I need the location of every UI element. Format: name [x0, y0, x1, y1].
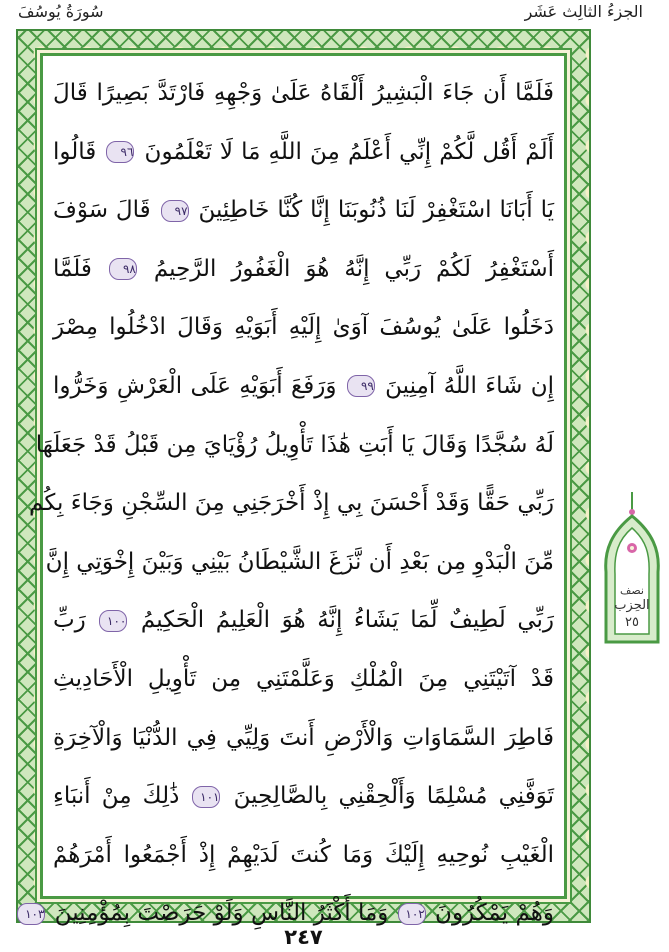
hizb-label-half: نصف — [620, 584, 644, 597]
text-line-6: إِن شَاءَ اللَّهُ آمِنِينَ ٩٩ وَرَفَعَ أَبَوَيْهِ عَلَى الْعَرْشِ وَخَرُّوا — [53, 372, 554, 399]
juz-title: الجزءُ الثالِث عَشَر — [524, 2, 643, 21]
text-line-8: رَبِّي حَقًّا وَقَدْ أَحْسَنَ بِي إِذْ أَخْرَجَنِي مِنَ السِّجْنِ وَجَاءَ بِكُم — [29, 490, 554, 517]
page-number: ٢٤٧ — [284, 925, 323, 949]
ayah-marker-101: ١٠١ — [192, 786, 220, 808]
hizb-marker — [600, 492, 664, 654]
ayah-marker-100: ١٠٠ — [99, 610, 127, 632]
text-line-4: أَسْتَغْفِرُ لَكُمْ رَبِّي إِنَّهُ هُوَ الْغَفُورُ الرَّحِيمُ ٩٨ فَلَمَّا — [53, 255, 555, 282]
text-line-3: يَا أَبَانَا اسْتَغْفِرْ لَنَا ذُنُوبَنَا إِنَّا كُنَّا خَاطِئِينَ ٩٧ قَالَ سَوْفَ — [53, 197, 554, 224]
text-line-9: مِّنَ الْبَدْوِ مِن بَعْدِ أَن نَّزَغَ الشَّيْطَانُ بَيْنِي وَبَيْنَ إِخْوَتِي إِنَّ — [45, 548, 554, 575]
text-line-15: وَهُمْ يَمْكُرُونَ ١٠٢ وَمَا أَكْثَرُ النَّاسِ وَلَوْ حَرَصْتَ بِمُؤْمِنِينَ ١٠٣ — [53, 884, 554, 943]
text-line-5: دَخَلُوا عَلَىٰ يُوسُفَ آوَىٰ إِلَيْهِ أَبَوَيْهِ وَقَالَ ادْخُلُوا مِصْرَ — [53, 314, 554, 341]
text-line-7: لَهُ سُجَّدًا وَقَالَ يَا أَبَتِ هَٰذَا تَأْوِيلُ رُؤْيَايَ مِن قَبْلُ قَدْ جَعَلَهَا — [35, 431, 554, 458]
text-line-10: رَبِّي لَطِيفٌ لِّمَا يَشَاءُ إِنَّهُ هُوَ الْعَلِيمُ الْحَكِيمُ ١٠٠ رَبِّ — [53, 607, 554, 634]
text-line-2: أَلَمْ أَقُل لَّكُمْ إِنِّي أَعْلَمُ مِنَ اللَّهِ مَا لَا تَعْلَمُونَ ٩٦ قَالُوا — [53, 138, 554, 165]
quran-text — [25, 64, 555, 927]
ayah-marker-102: ١٠٢ — [398, 903, 426, 925]
ayah-marker-96: ٩٦ — [106, 141, 134, 163]
page-frame — [16, 29, 591, 927]
surah-title: سُورَةُ يُوسُفَ — [18, 2, 104, 21]
hizb-label: الحِزب — [614, 598, 650, 613]
text-line-13: تَوَفَّنِي مُسْلِمًا وَأَلْحِقْنِي بِالصَّالِحِينَ ١٠١ ذَٰلِكَ مِنْ أَنبَاءِ — [53, 783, 555, 810]
text-line-14: الْغَيْبِ نُوحِيهِ إِلَيْكَ وَمَا كُنتَ لَدَيْهِمْ إِذْ أَجْمَعُوا أَمْرَهُمْ — [53, 841, 554, 868]
text-line-12: فَاطِرَ السَّمَاوَاتِ وَالْأَرْضِ أَنتَ وَلِيِّي فِي الدُّنْيَا وَالْآخِرَةِ — [53, 724, 554, 751]
ayah-marker-97: ٩٧ — [161, 200, 189, 222]
ayah-marker-103: ١٠٣ — [17, 903, 45, 925]
ayah-marker-98: ٩٨ — [109, 258, 137, 280]
text-line-1: فَلَمَّا أَن جَاءَ الْبَشِيرُ أَلْقَاهُ عَلَىٰ وَجْهِهِ فَارْتَدَّ بَصِيرًا قَالَ — [53, 80, 554, 106]
ayah-marker-99: ٩٩ — [347, 375, 375, 397]
text-panel — [25, 53, 567, 927]
text-line-11: قَدْ آتَيْتَنِي مِنَ الْمُلْكِ وَعَلَّمْتَنِي مِن تَأْوِيلِ الْأَحَادِيثِ — [53, 665, 554, 692]
hizb-number: ٢٥ — [625, 615, 639, 630]
